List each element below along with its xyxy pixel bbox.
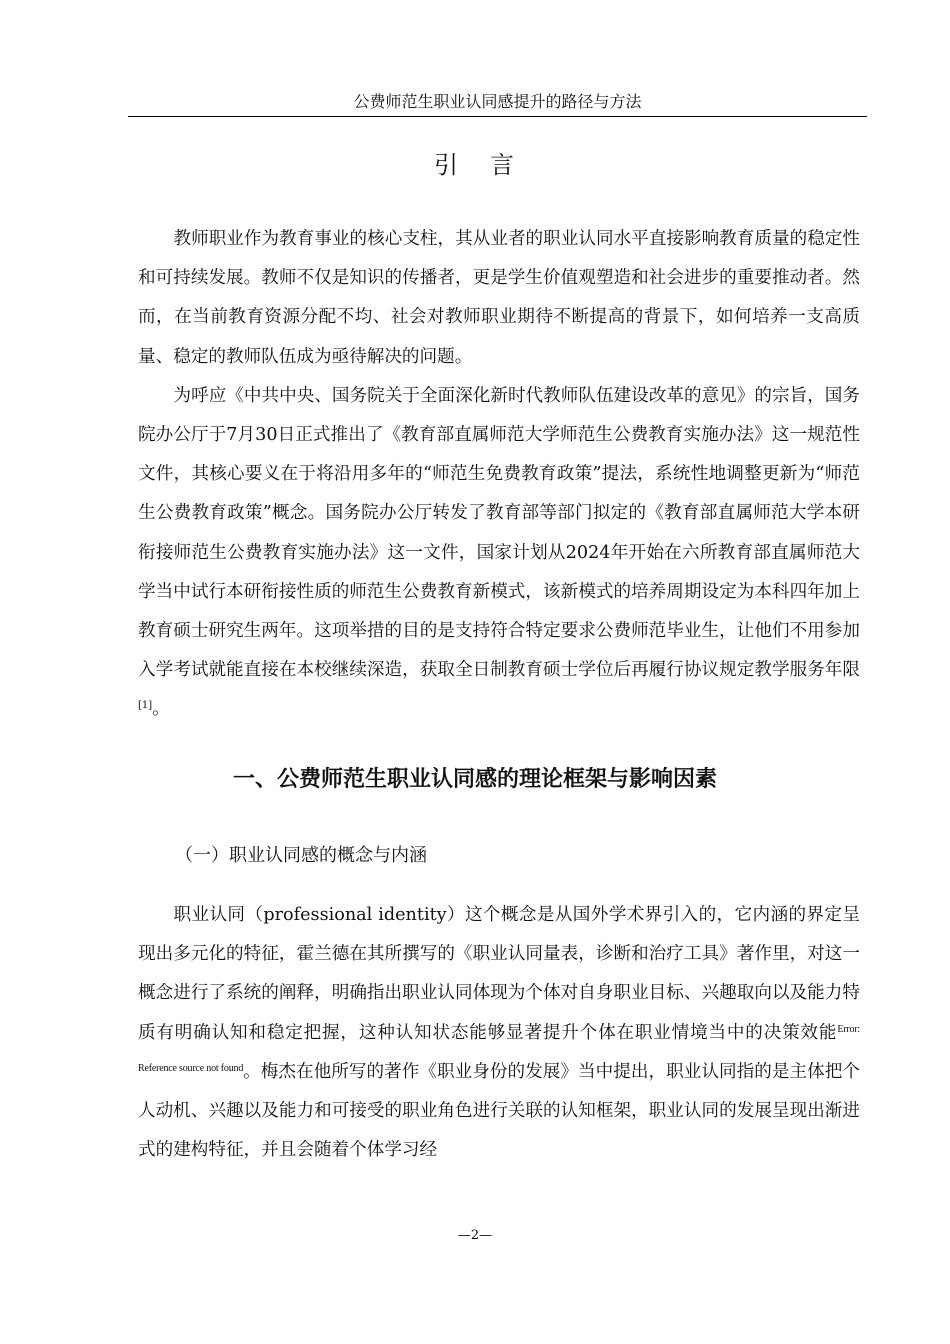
subsection-paragraph-1-part1: 职业认同（professional identity）这个概念是从国外学术界引入的，它内涵的界定呈现出多元化的特征，霍兰德在其所撰写的《职业认同量表，诊断和治疗工具》著作里，对这一概念进行了系统的阐释，明确指出职业认同体现为个体对自身职业目标、兴趣取向以及能力特质有明确认知和稳定把握，这种认知状态能够显著提升个体在职业情境当中的决策效能 bbox=[138, 905, 860, 1043]
intro-title-char-1: 引 bbox=[434, 151, 460, 179]
subsection-paragraph-1-part2: 。梅杰在他所写的著作《职业身份的发展》当中提出，职业认同指的是主体把个人动机、兴趣以及能力和可接受的职业角色进行关联的认知框架，职业认同的发展呈现出渐进式的建构特征，并且会随着个体学习经 bbox=[138, 1061, 860, 1161]
subsection-paragraph-1 bbox=[138, 896, 860, 1170]
intro-body bbox=[138, 220, 860, 730]
subsection-body bbox=[138, 896, 860, 1170]
intro-title bbox=[0, 150, 950, 180]
section-heading-1: 一、公费师范生职业认同感的理论框架与影响因素 bbox=[232, 767, 717, 792]
intro-title-char-2: 言 bbox=[490, 151, 516, 179]
intro-paragraph-2 bbox=[138, 377, 860, 730]
error-reference: Error: Reference source not found bbox=[138, 1023, 860, 1074]
running-header: 公费师范生职业认同感提升的路径与方法 bbox=[128, 92, 867, 117]
intro-paragraph-2-text: 为呼应《中共中央、国务院关于全面深化新时代教师队伍建设改革的意见》的宗旨，国务院办公厅于7月30日正式推出了《教育部直属师范大学师范生公费教育实施办法》这一规范性文件，其核心要义在于将沿用多年的“师范生免费教育政策”提法，系统性地调整更新为“师范生公费教育政策”概念。国务院办公厅转发了教育部等部门拟定的《教育部直属师范大学本研衔接师范生公费教育实施办法》这一文件，国家计划从2024年开始在六所教育部直属师范大学当中试行本研衔接性质的师范生公费教育新模式，该新模式的培养周期设定为本科四年加上教育硕士研究生两年。这项举措的目的是支持符合特定要求公费师范毕业生，让他们不用参加入学考试就能直接在本校继续深造，获取全日制教育硕士学位后再履行协议规定教学服务年限 bbox=[138, 385, 860, 681]
subsection-heading-1: （一）职业认同感的概念与内涵 bbox=[175, 845, 427, 866]
intro-paragraph-2-end: 。 bbox=[152, 699, 170, 720]
citation-ref: [1] bbox=[138, 700, 153, 712]
intro-paragraph-1: 教师职业作为教育事业的核心支柱，其从业者的职业认同水平直接影响教育质量的稳定性和可持续发展。教师不仅是知识的传播者，更是学生价值观塑造和社会进步的重要推动者。然而，在当前教育资源分配不均、社会对教师职业期待不断提高的背景下，如何培养一支高质量、稳定的教师队伍成为亟待解决的问题。 bbox=[138, 229, 860, 367]
page-number: —2— bbox=[457, 1228, 493, 1243]
